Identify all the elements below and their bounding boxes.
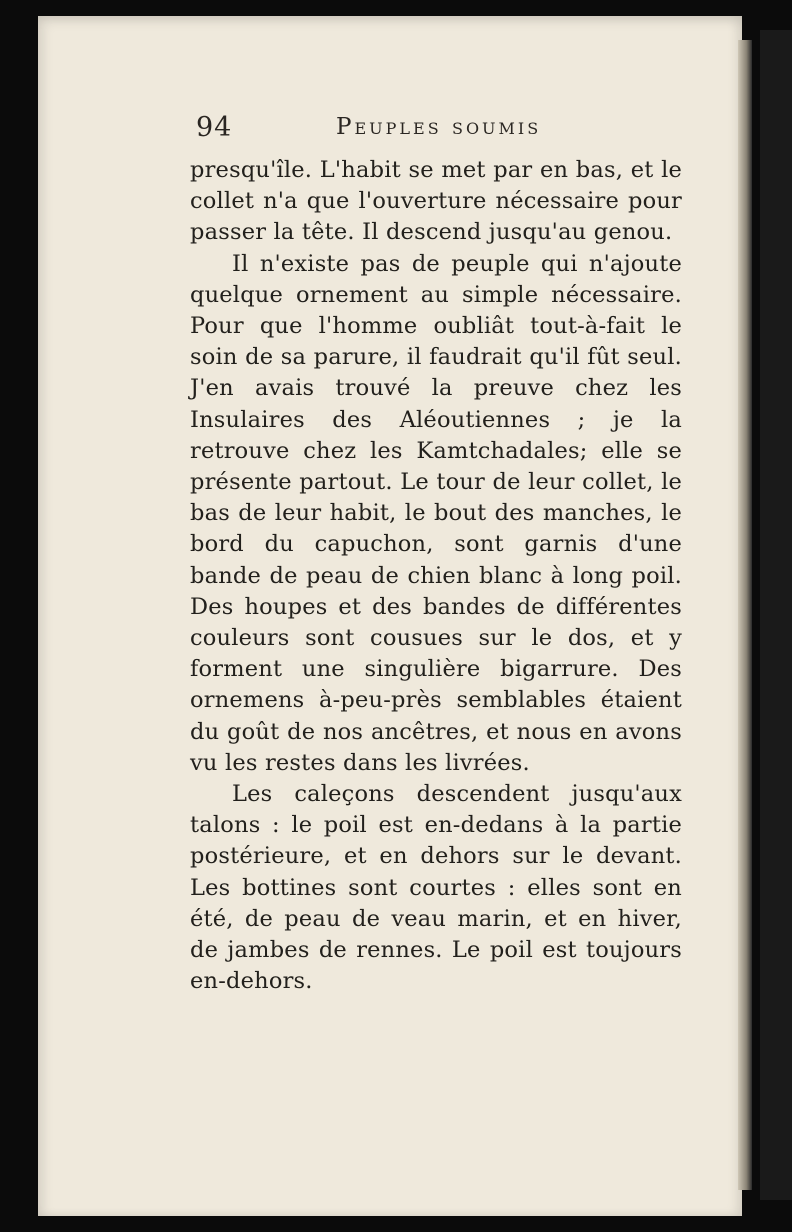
adjacent-page-edge [760, 30, 792, 1200]
page-header [160, 112, 680, 152]
paragraph-2: Il n'existe pas de peuple qui n'ajoute quelque ornement au simple nécessaire. Pour que l'homme oubliât tout-à-fait le soin de sa parure, il faudrait qu'il fût seul. J'en avais trouvé la preuve chez les Insulaires des Aléoutiennes ; je la retrouve chez les Kamtchadales; elle se présente partout. Le tour de leur collet, le bas de leur habit, le bout des manches, le bord du capuchon, sont garnis d'une bande de peau de chien blanc à long poil. Des houpes et des bandes de différentes couleurs sont cousues sur le dos, et y forment une singulière bigarrure. Des ornemens à-peu-près semblables étaient du goût de nos ancêtres, et nous en avons vu les restes dans les livrées. [190, 250, 682, 776]
paragraph-3: Les caleçons descendent jusqu'aux talons : le poil est en-dedans à la partie postérieure, et en dehors sur le devant. Les bottines sont courtes : elles sont en été, de peau de veau marin, et en hiver, de jambes de rennes. Le poil est toujours en-dehors. [190, 781, 682, 995]
paragraph-1: presqu'île. L'habit se met par en bas, et le collet n'a que l'ouverture nécessaire pour passer la tête. Il descend jusqu'au genou. [190, 157, 682, 246]
page-gutter-shadow [738, 40, 752, 1190]
body-text [190, 155, 682, 997]
running-head: Peuples soumis [336, 114, 542, 140]
page-number: 94 [196, 112, 233, 143]
